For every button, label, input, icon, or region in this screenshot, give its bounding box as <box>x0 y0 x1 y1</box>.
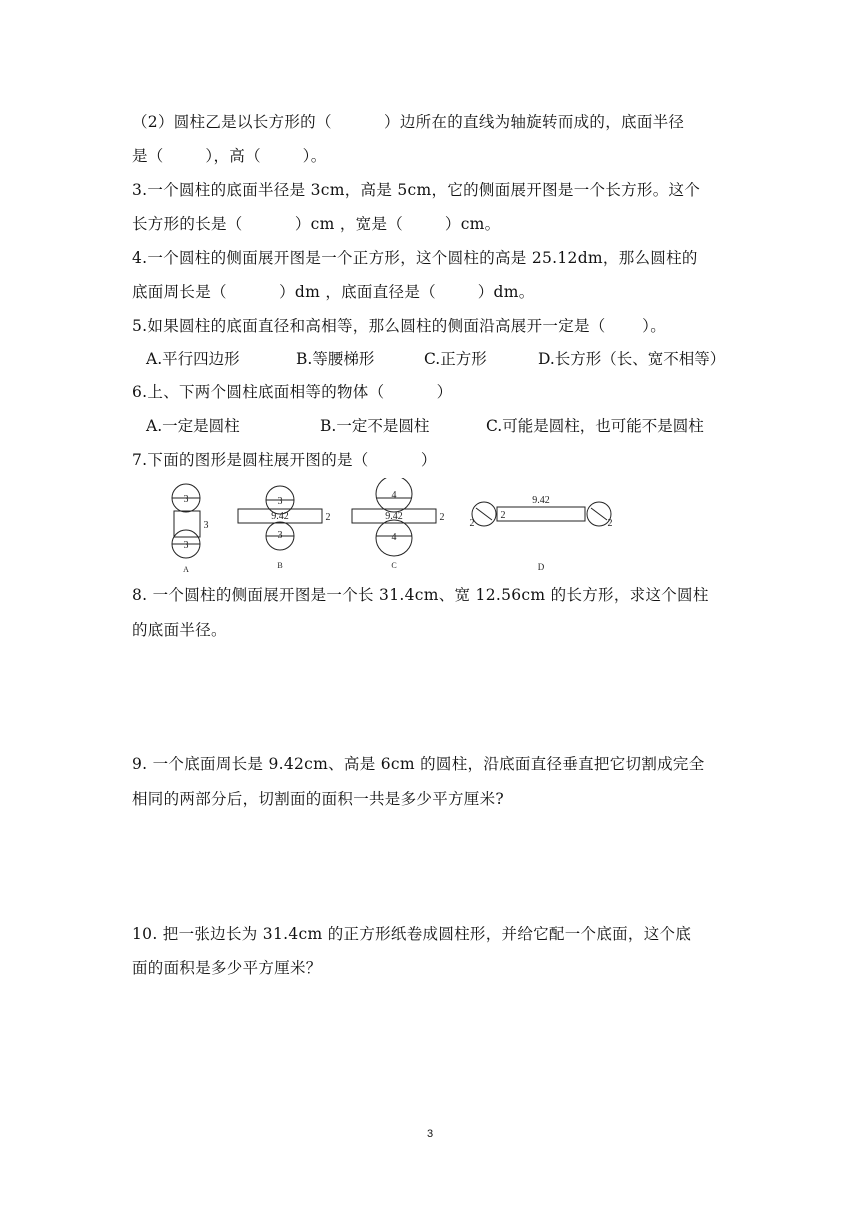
q9-line2: 相同的两部分后，切割面的面积一共是多少平方厘米? <box>132 790 505 808</box>
net-b-bottom-value: 3 <box>277 530 283 541</box>
q4-line1: 4.一个圆柱的侧面展开图是一个正方形，这个圆柱的高是 25.12dm，那么圆柱的 <box>132 249 698 267</box>
net-a-top-value: 3 <box>183 494 189 505</box>
net-c-length-value: 9.42 <box>385 511 403 522</box>
net-b-length-value: 9.42 <box>271 511 289 522</box>
q5-option-c: C.正方形 <box>424 350 487 368</box>
net-d-length-value: 9.42 <box>532 495 550 506</box>
page-number: 3 <box>426 1128 434 1140</box>
q9-line1: 9. 一个底面周长是 9.42cm、高是 6cm 的圆柱，沿底面直径垂直把它切割成完全 <box>132 755 705 773</box>
net-a-bottom-value: 3 <box>183 540 189 551</box>
net-a-label: A <box>183 565 189 574</box>
q2-part2-line1: （2）圆柱乙是以长方形的（ ）边所在的直线为轴旋转而成的，底面半径 <box>132 113 685 131</box>
q8-line2: 的底面半径。 <box>132 621 227 639</box>
net-c-top-value: 4 <box>391 490 397 501</box>
q8-line1: 8. 一个圆柱的侧面展开图是一个长 31.4cm、宽 12.56cm 的长方形，求这个圆柱 <box>132 586 709 604</box>
q5-option-a: A.平行四边形 <box>146 350 240 368</box>
q6-option-a: A.一定是圆柱 <box>146 417 240 435</box>
net-d-right-value: 2 <box>607 518 613 529</box>
q6-stem: 6.上、下两个圆柱底面相等的物体（ ） <box>132 383 453 401</box>
net-b-label: B <box>277 561 283 570</box>
net-c-side-value: 2 <box>439 512 445 523</box>
net-d-label: D <box>537 562 545 572</box>
net-d-rectangle <box>497 507 585 521</box>
q3-line2: 长方形的长是（ ）cm ，宽是（ ）cm。 <box>132 215 501 233</box>
q5-option-d: D.长方形（长、宽不相等） <box>538 350 726 368</box>
q5-stem: 5.如果圆柱的底面直径和高相等，那么圆柱的侧面沿高展开一定是（ ）。 <box>132 317 667 335</box>
net-c-bottom-value: 4 <box>391 532 397 543</box>
q3-line1: 3.一个圆柱的底面半径是 3cm，高是 5cm，它的侧面展开图是一个长方形。这个 <box>132 181 701 199</box>
net-d-left-value: 2 <box>469 518 475 529</box>
net-b-top-value: 3 <box>277 496 283 507</box>
q7-stem: 7.下面的图形是圆柱展开图的是（ ） <box>132 451 437 469</box>
q2-part2-line2: 是（ ），高（ ）。 <box>132 147 327 165</box>
cylinder-net-figure <box>150 478 620 578</box>
q4-line2: 底面周长是（ ）dm ，底面直径是（ ）dm。 <box>132 283 535 301</box>
q10-line2: 面的面积是多少平方厘米？ <box>132 959 322 977</box>
q5-option-b: B.等腰梯形 <box>296 350 375 368</box>
q6-option-b: B.一定不是圆柱 <box>320 417 430 435</box>
q10-line1: 10. 把一张边长为 31.4cm 的正方形纸卷成圆柱形，并给它配一个底面，这个底 <box>132 925 692 943</box>
net-b-side-value: 2 <box>325 512 331 523</box>
net-d-side-value: 2 <box>500 510 506 521</box>
net-c-label: C <box>391 561 397 570</box>
net-a-side-value: 3 <box>203 520 209 531</box>
q6-option-c: C.可能是圆柱，也可能不是圆柱 <box>486 417 704 435</box>
